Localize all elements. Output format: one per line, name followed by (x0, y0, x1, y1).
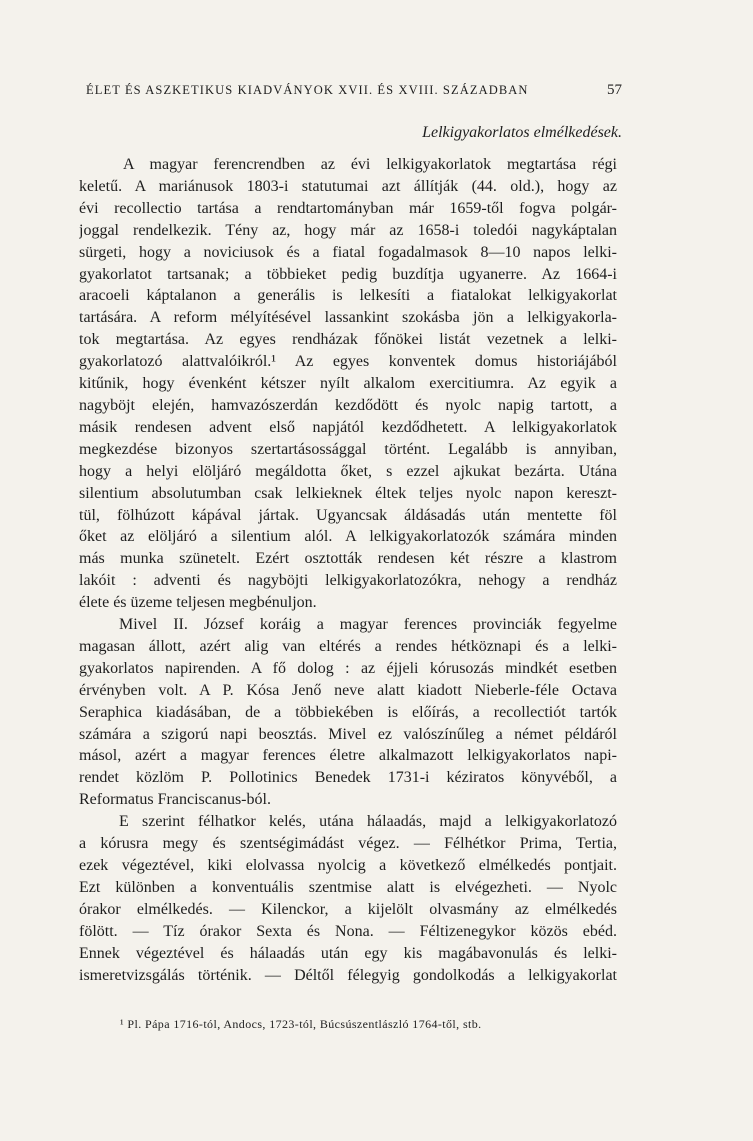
text-line: Ezt különben a konventuális szentmise alatt is elvégezheti. — Nyolc (79, 878, 617, 896)
text-line: Seraphica kiadásában, de a többiekében is előírás, a recollectiót tartók (79, 703, 617, 721)
text-line: másol, azért a magyar ferences életre alkalmazott lelkigyakorlatos napi- (79, 747, 617, 765)
text-line: számára a szigorú napi beosztás. Mivel ez valószínűleg a német példáról (79, 725, 617, 743)
text-line: hogy a helyi elöljáró megáldotta őket, s ezzel ajkukat bezárta. Utána (79, 462, 617, 480)
text-line: évi recollectio tartása a rendtartományban már 1659-től fogva polgár- (79, 199, 617, 217)
body-text (79, 154, 617, 986)
text-line: keletű. A mariánusok 1803-i statutumai azt állítják (44. old.), hogy az (79, 177, 617, 195)
text-line: Mivel II. József koráig a magyar ferences provinciák fegyelme (119, 616, 617, 634)
text-line: fölött. — Tíz órakor Sexta és Nona. — Féltizenegykor közös ebéd. (79, 922, 617, 940)
text-line: tok megtartása. Az egyes rendházak főnökei listát vezetnek a lelki- (79, 331, 617, 349)
text-line: ismeretvizsgálás történik. — Déltől félegyig gondolkodás a lelkigyakorlat (79, 966, 617, 984)
text-line: élete és üzeme teljesen megbénuljon. (79, 594, 317, 612)
text-line: őket az elöljáró a silentium alól. A lelkigyakorlatozók számára minden (79, 528, 617, 546)
text-line: A magyar ferencrendben az évi lelkigyakorlatok megtartása régi (123, 156, 617, 173)
text-line: aracoeli káptalanon a generális is lelkesíti a fiatalokat lelkigyakorlat (79, 287, 617, 305)
text-line: joggal rendelkezik. Tény az, hogy már az 1658-i toledói nagykáptalan (79, 221, 617, 239)
running-title: ÉLET ÉS ASZKETIKUS KIADVÁNYOK XVII. ÉS XVIII. SZÁZADBAN (86, 83, 529, 97)
page-number: 57 (607, 82, 622, 98)
text-line: más munka szünetelt. Ezért osztották rendesen két részre a klastrom (79, 550, 617, 568)
text-line: gyakorlatozó alattvalóikról.¹ Az egyes konventek domus historiájából (79, 353, 617, 371)
section-title: Lelkigyakorlatos elmélkedések. (422, 124, 622, 141)
text-line: Ennek végeztével és hálaadás után egy kis magábavonulás és lelki- (79, 944, 617, 962)
text-line: nagyböjt elején, hamvazószerdán kezdődött és nyolc napig tartott, a (79, 396, 617, 414)
text-line: Reformatus Franciscanus-ból. (79, 791, 271, 809)
footnote: ¹ Pl. Pápa 1716-tól, Andocs, 1723-tól, Búcsúszentlászló 1764-től, stb. (120, 1017, 482, 1031)
text-line: a kórusra megy és szentségimádást végez. — Félhétkor Prima, Tertia, (79, 835, 617, 853)
text-line: tül, fölhúzott kápával jártak. Ugyancsak áldásadás után mentette föl (79, 506, 617, 524)
running-head (86, 82, 622, 99)
text-line: lakóit : adventi és nagyböjti lelkigyakorlatozókra, nehogy a rendház (79, 572, 617, 590)
text-line: silentium absolutumban csak lelkieknek éltek teljes nyolc napon kereszt- (79, 484, 617, 502)
text-line: magasan állott, azért alig van eltérés a rendes hétköznapi és a lelki- (79, 637, 617, 655)
text-line: gyakorlatot tartsanak; a többieket pedig buzdítja ugyanerre. Az 1664-i (79, 265, 617, 283)
text-line: másik rendesen advent első napjától kezdődhetett. A lelkigyakorlatok (79, 418, 617, 436)
text-line: rendet közlöm P. Pollotinics Benedek 1731-i kéziratos könyvéből, a (79, 769, 617, 787)
text-line: érvényben volt. A P. Kósa Jenő neve alatt kiadott Nieberle-féle Octava (79, 681, 617, 699)
text-line: sürgeti, hogy a noviciusok és a fiatal fogadalmasok 8—10 napos lelki- (79, 243, 617, 261)
text-line: gyakorlatos napirenden. A fő dolog : az éjjeli kórusozás mindkét esetben (79, 659, 617, 677)
text-line: ezek végeztével, kiki elolvassa nyolcig a következő elmélkedés pontjait. (79, 857, 617, 874)
text-line: megkezdése bizonyos szertartásossággal történt. Legalább is annyiban, (79, 440, 617, 458)
text-line: E szerint félhatkor kelés, utána hálaadás, majd a lelkigyakorlatozó (119, 813, 617, 831)
text-line: tartására. A reform mélyítésével lassankint szokásba jön a lelkigyakorla- (79, 309, 617, 327)
text-line: kitűnik, hogy évenként kétszer nyílt alkalom exercitiumra. Az egyik a (79, 375, 617, 393)
text-line: órakor elmélkedés. — Kilenckor, a kijelölt olvasmány az elmélkedés (79, 900, 617, 918)
